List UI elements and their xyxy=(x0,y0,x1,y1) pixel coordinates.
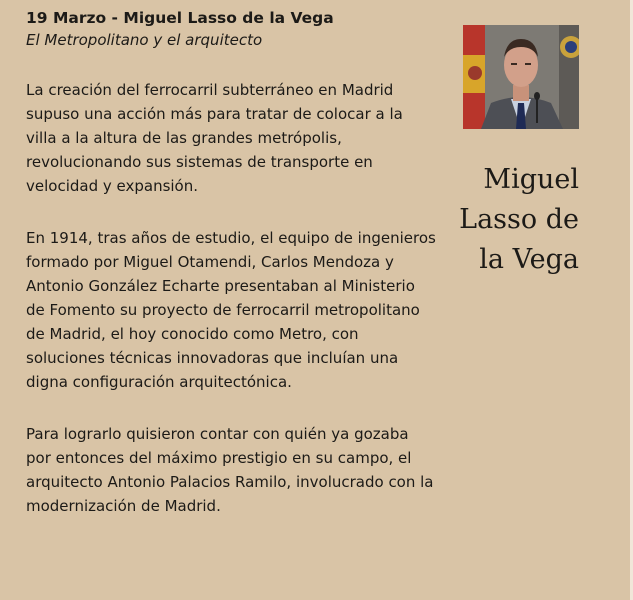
article-subtitle: El Metropolitano y el arquitecto xyxy=(26,31,263,49)
speaker-name xyxy=(440,160,579,280)
article-paragraph-2: En 1914, tras años de estudio, el equipo de ingenieros formado por Miguel Otamendi, Carlos Mendoza y Antonio González Echarte presentaban al Ministerio de Fomento su proyecto de ferrocarril metropolitano de Madrid, el hoy conocido como Metro, con soluciones técnicas innovadoras que incluían una digna configuración arquitectónica. xyxy=(26,229,436,391)
speaker-name-line-2: Lasso de xyxy=(459,204,579,235)
speaker-portrait-photo xyxy=(463,25,579,129)
article-paragraph-1: La creación del ferrocarril subterráneo en Madrid supuso una acción más para tratar de colocar a la villa a la altura de las grandes metrópolis, revolucionando sus sistemas de transporte en velocidad y expansión. xyxy=(26,81,403,195)
article-headline: 19 Marzo - Miguel Lasso de la Vega xyxy=(26,9,334,27)
article-paragraph-3: Para lograrlo quisieron contar con quién ya gozaba por entonces del máximo prestigio en su campo, el arquitecto Antonio Palacios Ramilo, involucrado con la modernización de Madrid. xyxy=(26,425,434,515)
speaker-name-line-1: Miguel xyxy=(483,164,579,195)
article-column xyxy=(26,8,438,518)
speaker-name-line-3: la Vega xyxy=(479,244,579,275)
